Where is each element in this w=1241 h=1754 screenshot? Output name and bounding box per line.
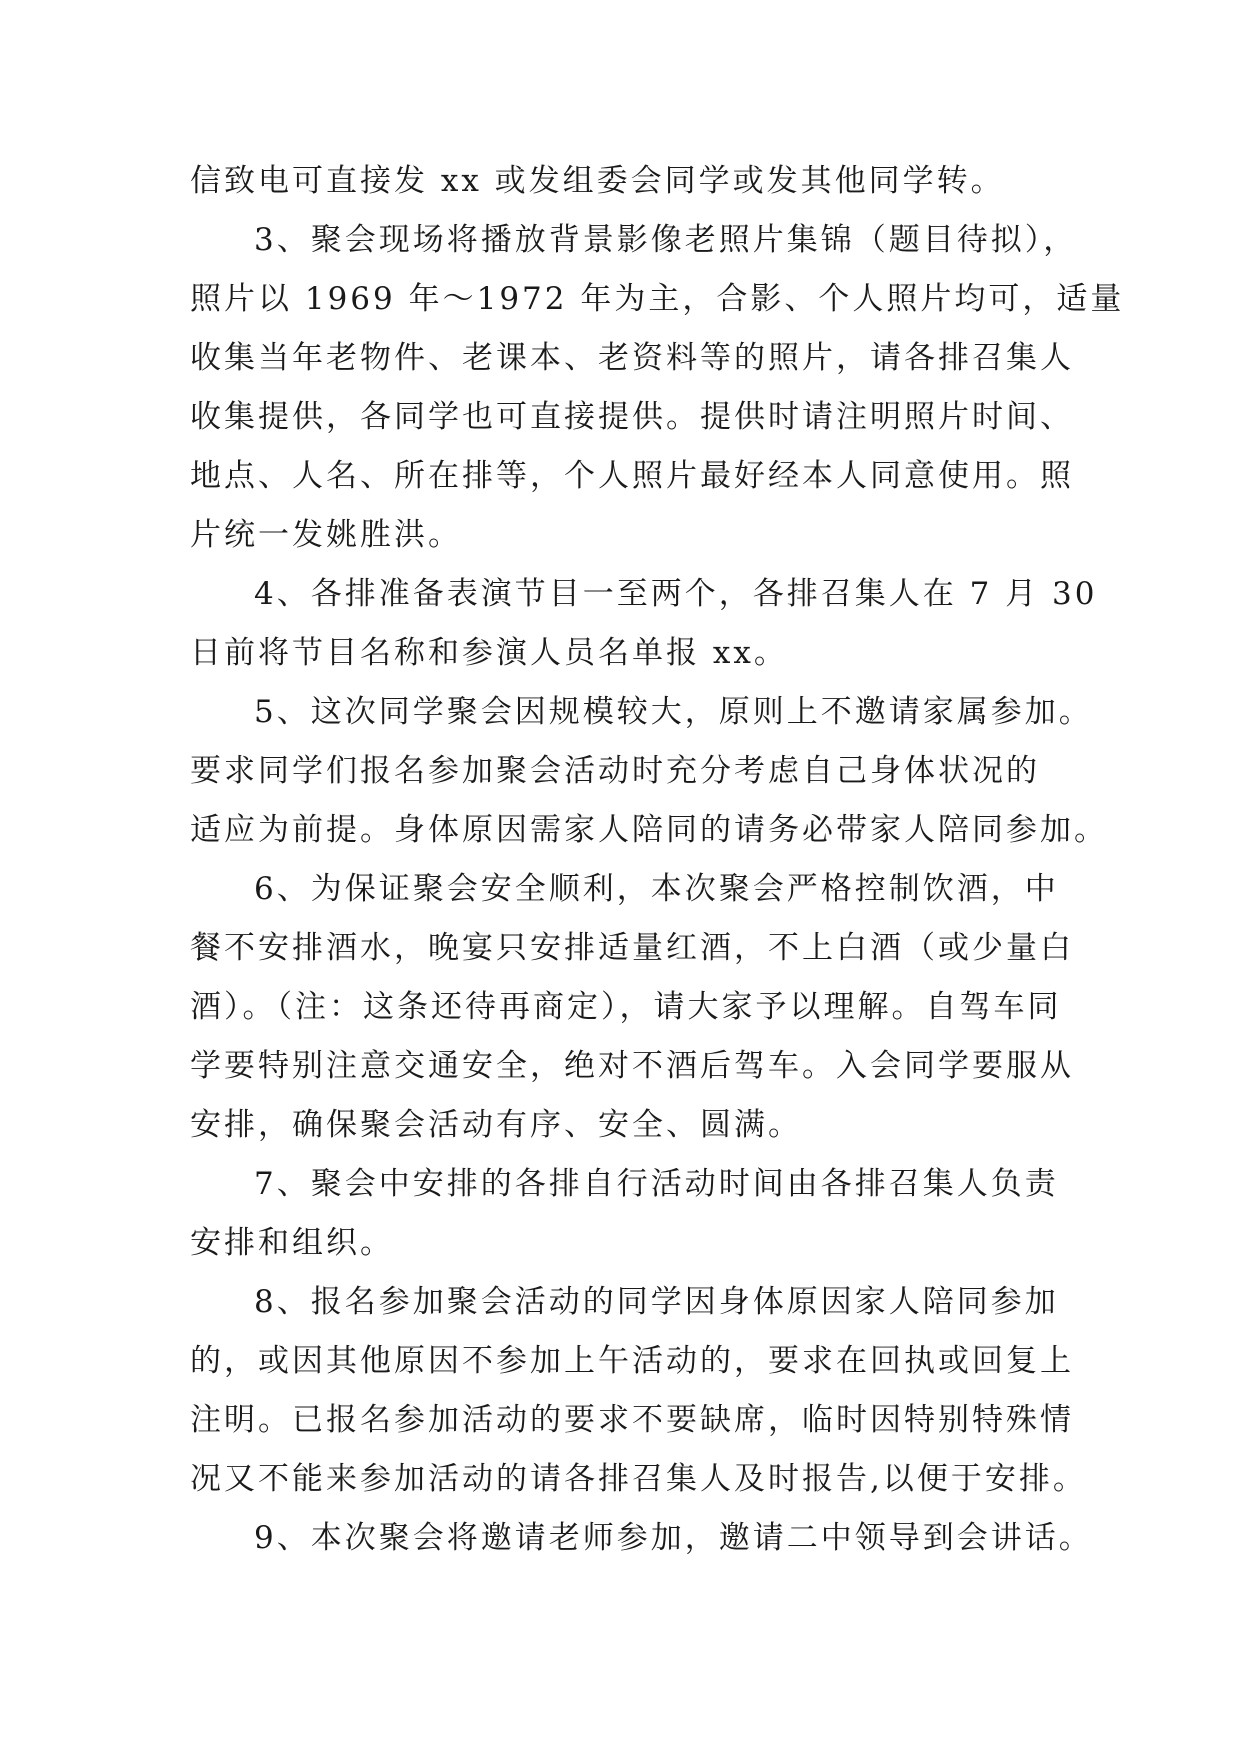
text-line: 信致电可直接发 xx 或发组委会同学或发其他同学转。 [190,163,1005,199]
text-line: 片统一发姚胜洪。 [190,517,462,553]
text-line: 适应为前提。身体原因需家人陪同的请务必带家人陪同参加。 [190,812,1108,848]
text-line: 7、聚会中安排的各排自行活动时间由各排召集人负责 [254,1166,1059,1202]
document-body [190,152,1125,1568]
text-line: 9、本次聚会将邀请老师参加，邀请二中领导到会讲话。 [254,1520,1093,1556]
text-line: 收集提供，各同学也可直接提供。提供时请注明照片时间、 [190,399,1074,435]
text-line: 况又不能来参加活动的请各排召集人及时报告,以便于安排。 [190,1461,1087,1497]
text-line: 5、这次同学聚会因规模较大，原则上不邀请家属参加。 [254,694,1093,730]
text-line: 的，或因其他原因不参加上午活动的，要求在回执或回复上 [190,1343,1074,1379]
text-line: 4、各排准备表演节目一至两个，各排召集人在 7 月 30 [254,576,1098,612]
text-line: 照片以 1969 年～1972 年为主，合影、个人照片均可，适量 [190,281,1125,317]
text-line: 酒）。（注：这条还待再商定），请大家予以理解。自驾车同 [190,989,1062,1025]
text-line: 8、报名参加聚会活动的同学因身体原因家人陪同参加 [254,1284,1059,1320]
text-line: 6、为保证聚会安全顺利，本次聚会严格控制饮酒，中 [254,871,1059,907]
text-line: 地点、人名、所在排等，个人照片最好经本人同意使用。照 [190,458,1074,494]
text-line: 3、聚会现场将播放背景影像老照片集锦（题目待拟）， [254,222,1078,258]
text-line: 学要特别注意交通安全，绝对不酒后驾车。入会同学要服从 [190,1048,1074,1084]
text-line: 日前将节目名称和参演人员名单报 xx。 [190,635,788,671]
text-line: 要求同学们报名参加聚会活动时充分考虑自己身体状况的 [190,753,1040,789]
text-line: 收集当年老物件、老课本、老资料等的照片，请各排召集人 [190,340,1074,376]
text-line: 餐不安排酒水，晚宴只安排适量红酒，不上白酒（或少量白 [190,930,1074,966]
text-line: 注明。已报名参加活动的要求不要缺席，临时因特别特殊情 [190,1402,1074,1438]
text-line: 安排和组织。 [190,1225,394,1261]
text-line: 安排，确保聚会活动有序、安全、圆满。 [190,1107,802,1143]
